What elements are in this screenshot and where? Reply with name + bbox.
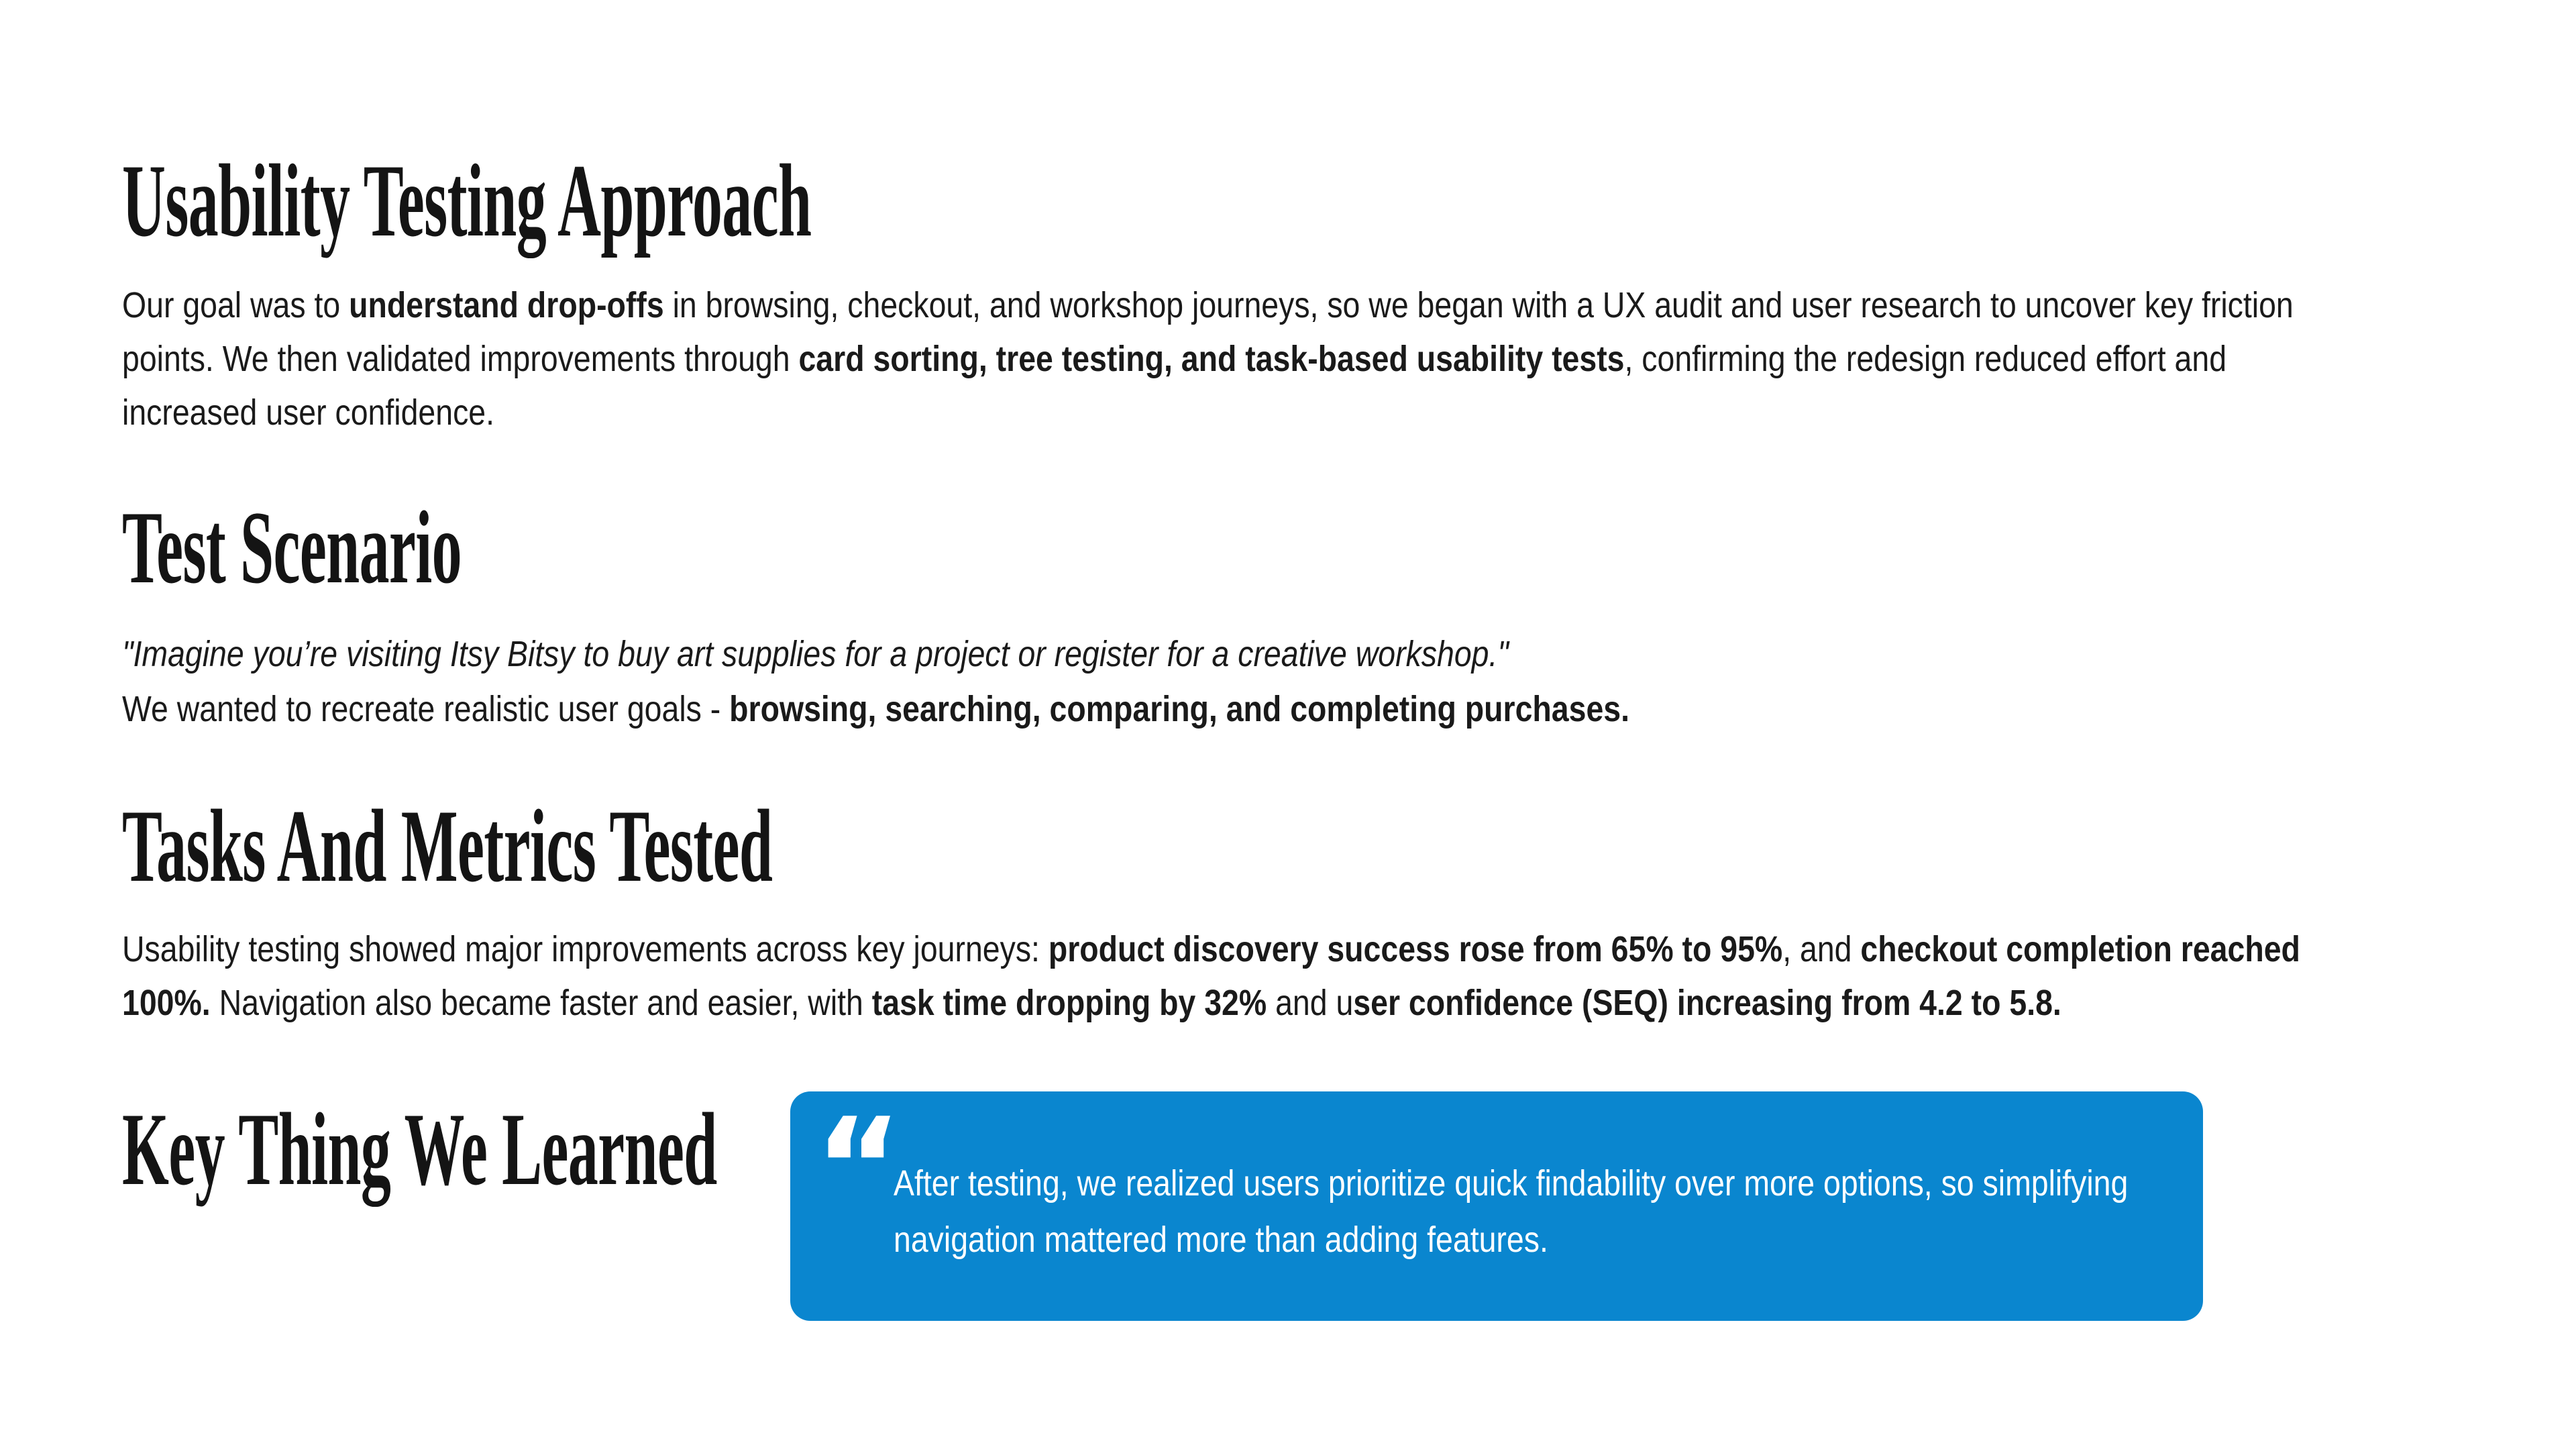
metrics-paragraph: Usability testing showed major improvements across key journeys: product discovery success rose from 65% to 95%, and checkout completion reached 100%. Navigation also became faster and easier, with task time dropping by 32% and user confidence (SEQ) increasing from 4.2 to 5.8. <box>122 929 2300 1023</box>
key-learning-quote-card <box>790 1091 2203 1321</box>
approach-paragraph: Our goal was to understand drop-offs in browsing, checkout, and workshop journeys, so we began with a UX audit and user research to uncover key friction points. We then validated improvements through card sorting, tree testing, and task-based usability tests, confirming the redesign reduced effort and increased user confidence. <box>122 285 2294 433</box>
scenario-paragraph: "Imagine you’re visiting Itsy Bitsy to buy art supplies for a project or register for a creative workshop." We wanted to recreate realistic user goals - browsing, searching, comparing, and completing purchases. <box>122 634 1630 729</box>
heading-usability-testing-approach: Usability Testing Approach <box>122 143 812 258</box>
heading-test-scenario: Test Scenario <box>122 490 462 605</box>
key-learning-quote-text: After testing, we realized users prioritize quick findability over more options, so simplifying navigation mattered more than adding features. <box>894 1163 2129 1260</box>
heading-key-thing-we-learned: Key Thing We Learned <box>122 1091 717 1207</box>
quotation-marks-icon: “ <box>814 1089 903 1246</box>
heading-tasks-and-metrics-tested: Tasks And Metrics Tested <box>122 788 773 904</box>
